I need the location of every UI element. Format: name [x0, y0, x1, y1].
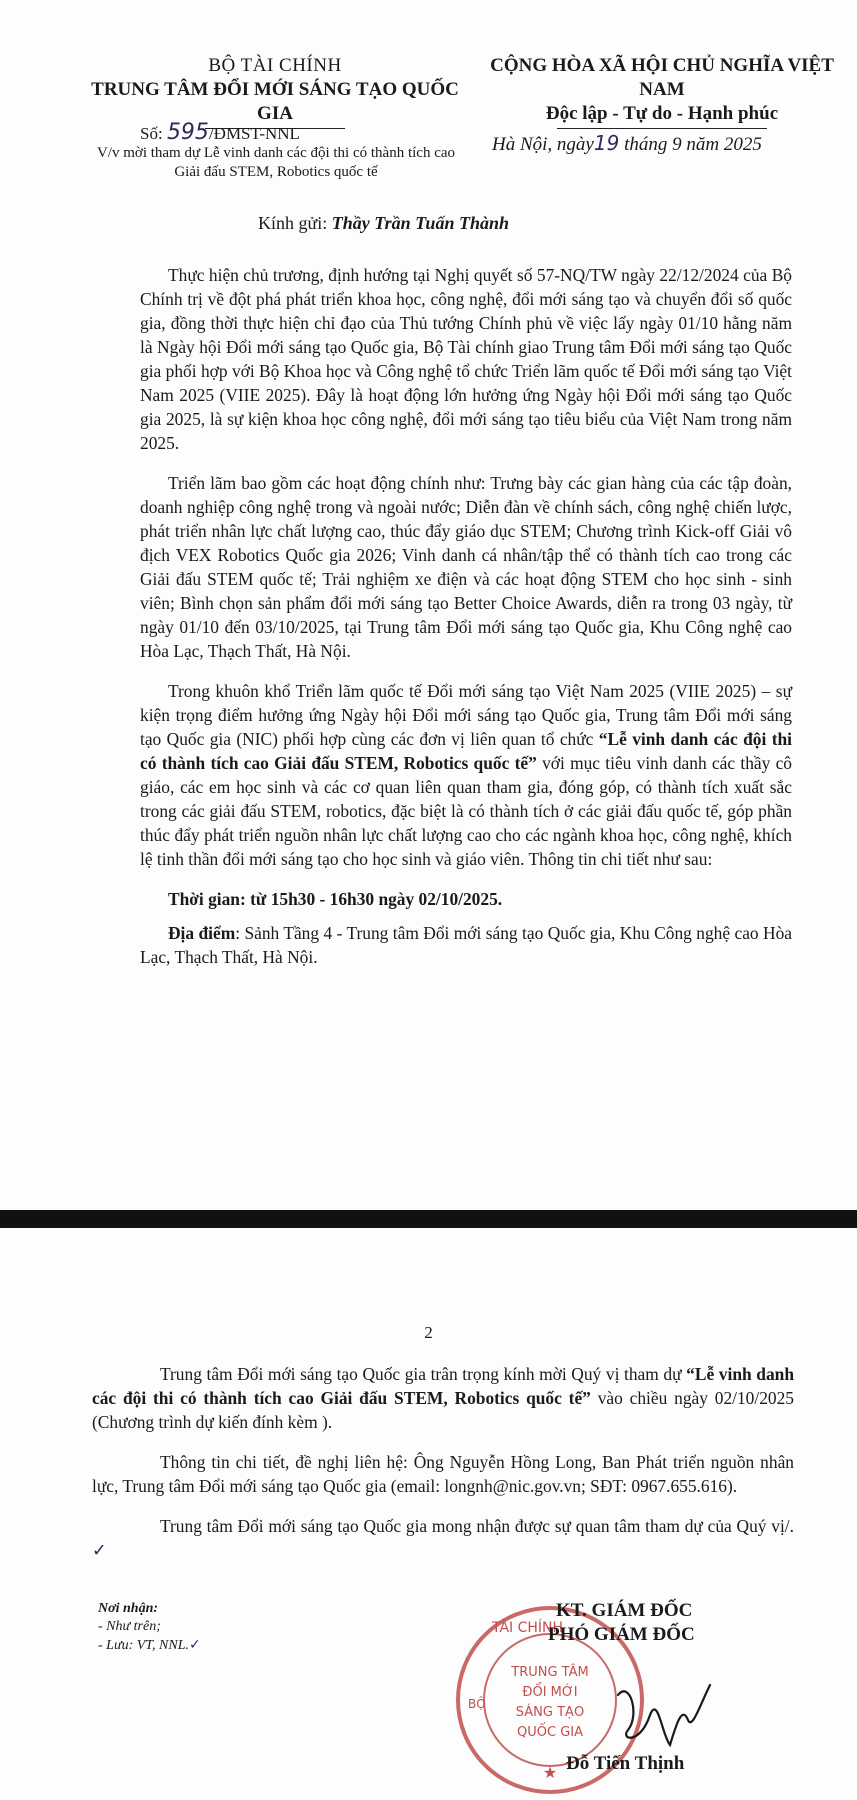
issuer-header: [80, 54, 470, 129]
paragraph-exhibition: Triển lãm bao gồm các hoạt động chính như: Trưng bày các gian hàng của các tập đoàn, doanh nghiệp công nghệ trong và ngoài nước; Diễn đàn về chính sách, công nghệ chiến lược, phát triển nhân lực chất lượng cao, thúc đẩy giáo dục STEM; Chương trình Kick-off Giải vô địch VEX Robotics Quốc gia 2026; Vinh danh cá nhân/tập thể có thành tích cao trong các Giải đấu STEM quốc tế; Trải nghiệm xe điện và các hoạt động STEM cho học sinh - sinh viên; Bình chọn sản phẩm đổi mới sáng tạo Better Choice Awards, diễn ra trong 03 ngày, từ ngày 01/10 đến 03/10/2025, tại Trung tâm Đổi mới sáng tạo Quốc gia, Khu Công nghệ cao Hòa Lạc, Thạch Thất, Hà Nội.: [140, 473, 792, 661]
paragraph-closing: [92, 1514, 794, 1563]
event-location-label: Địa điểm: [168, 923, 236, 943]
checkmark-icon: ✓: [92, 1541, 107, 1561]
page-separator: [0, 1210, 857, 1228]
event-location: [140, 921, 792, 969]
recipients-block: [98, 1600, 201, 1655]
event-time-value: : từ 15h30 - 16h30 ngày 02/10/2025.: [239, 889, 503, 909]
svg-text:★: ★: [542, 1763, 558, 1782]
paragraph-invitation: [92, 1362, 794, 1434]
invitation-text-b: vào chiều ngày 02/10/2025 (Chương trình dự kiến đính kèm ).: [92, 1388, 794, 1432]
ministry-name: BỘ TÀI CHÍNH: [208, 55, 342, 76]
event-time-label: Thời gian: [168, 889, 240, 909]
doc-number-suffix: /ĐMST-NNL: [208, 124, 300, 143]
document-subject: V/v mời tham dự Lễ vinh danh các đội thi có thành tích cao Giải đấu STEM, Robotics quốc tế: [96, 145, 456, 180]
seal-outer-left: BỘ: [468, 1697, 486, 1711]
country-name: CỘNG HÒA XÃ HỘI CHỦ NGHĨA VIỆT NAM: [490, 55, 834, 100]
center-name: TRUNG TÂM ĐỔI MỚI SÁNG TẠO QUỐC GIA: [91, 79, 459, 124]
recipient-line: - Như trên;: [98, 1619, 161, 1634]
checkmark-icon: ✓: [189, 1637, 201, 1653]
signer-role-secondary: PHÓ GIÁM ĐỐC: [548, 1624, 695, 1645]
handwritten-signature-icon: [610, 1675, 720, 1755]
ceremony-name: “Lễ vinh danh các đội thi có thành tích cao Giải đấu STEM, Robotics quốc tế”: [140, 729, 792, 773]
closing-text: Trung tâm Đổi mới sáng tạo Quốc gia mong nhận được sự quan tâm tham dự của Quý vị/.: [160, 1516, 794, 1536]
seal-line: QUỐC GIA: [517, 1725, 583, 1740]
doc-number-handwritten: 595: [166, 120, 209, 145]
paragraph-resolution: Thực hiện chủ trương, định hướng tại Nghị quyết số 57-NQ/TW ngày 22/12/2024 của Bộ Chính trị về đột phá phát triển khoa học, công nghệ, đổi mới sáng tạo và chuyển đổi số quốc gia, đồng thời thực hiện chỉ đạo của Thủ tướng Chính phủ về việc lấy ngày 01/10 hằng năm là Ngày hội Đổi mới sáng tạo Quốc gia, Bộ Tài chính giao Trung tâm Đổi mới sáng tạo Quốc gia phối hợp với Bộ Khoa học và Công nghệ tổ chức Triển lãm quốc tế Đổi mới sáng tạo Việt Nam 2025 (VIIE 2025). Đây là hoạt động lớn hưởng ứng Ngày hội Đổi mới sáng tạo Quốc gia 2025, là sự kiện khoa học công nghệ, đổi mới sáng tạo tiêu biểu của Việt Nam trong năm 2025.: [140, 265, 792, 453]
seal-line: TRUNG TÂM: [511, 1665, 589, 1680]
document-number: [140, 120, 300, 145]
paragraph-contact: Thông tin chi tiết, đề nghị liên hệ: Ông Nguyễn Hồng Long, Ban Phát triển nguồn nhân lực, Trung tâm Đổi mới sáng tạo Quốc gia (email: longnh@nic.gov.vn; SĐT: 0967.655.616).: [92, 1452, 794, 1496]
seal-line: SÁNG TẠO: [515, 1705, 585, 1720]
salutation: [258, 213, 509, 234]
date-day-handwritten: 19: [593, 131, 620, 155]
recipient-line: - Lưu: VT, NNL.✓: [98, 1637, 201, 1653]
signer-role-primary: KT. GIÁM ĐỐC: [556, 1600, 693, 1621]
place-date-prefix: Hà Nội, ngày: [492, 134, 594, 155]
seal-outer-text: TÀI CHÍNH: [492, 1620, 564, 1636]
page-number: 2: [424, 1323, 433, 1342]
signer-name: Đỗ Tiến Thịnh: [566, 1753, 685, 1774]
recipients-title: Nơi nhận:: [98, 1601, 159, 1616]
ceremony-text-b: với mục tiêu vinh danh các thầy cô giáo, các em học sinh và các cơ quan liên quan tham gia, đóng góp, có thành tích xuất sắc trong các giải đấu STEM, robotics, đặc biệt là có thành tích ở các giải đấu quốc tế, góp phần thúc đẩy phát triển nguồn nhân lực chất lượng cao cho các ngành khoa học, công nghệ, khích lệ tinh thần đổi mới sáng tạo cho học sinh và giáo viên. Thông tin chi tiết như sau:: [140, 753, 792, 869]
invitation-text-a: Trung tâm Đổi mới sáng tạo Quốc gia trân trọng kính mời Quý vị tham dự: [160, 1364, 687, 1384]
ceremony-text-a: Trong khuôn khổ Triển lãm quốc tế Đổi mới sáng tạo Việt Nam 2025 (VIIE 2025) – sự kiện trọng điểm hưởng ứng Ngày hội Đổi mới sáng tạo Quốc gia, Trung tâm Đổi mới sáng tạo Quốc gia (NIC) phối hợp cùng các đơn vị liên quan tổ chức: [140, 681, 792, 749]
salutation-label: Kính gửi:: [258, 213, 328, 233]
national-header: [476, 54, 848, 129]
invitation-event-name: “Lễ vinh danh các đội thi có thành tích cao Giải đấu STEM, Robotics quốc tế”: [92, 1364, 794, 1408]
place-date-suffix: tháng 9 năm 2025: [624, 134, 762, 155]
salutation-recipient: Thầy Trần Tuấn Thành: [331, 213, 509, 233]
national-motto: Độc lập - Tự do - Hạnh phúc: [545, 103, 779, 124]
event-location-value: : Sảnh Tầng 4 - Trung tâm Đổi mới sáng tạo Quốc gia, Khu Công nghệ cao Hòa Lạc, Thạch Thất, Hà Nội.: [140, 923, 792, 967]
seal-line: ĐỔI MỚI: [522, 1685, 578, 1700]
place-date: [492, 131, 822, 156]
letter-body-page-2: [92, 1362, 794, 1579]
doc-number-label: Số:: [140, 124, 163, 143]
letter-body-page-1: [140, 263, 792, 979]
paragraph-ceremony: [140, 679, 792, 871]
event-time: [140, 887, 792, 911]
header-rule-right: [557, 128, 767, 129]
